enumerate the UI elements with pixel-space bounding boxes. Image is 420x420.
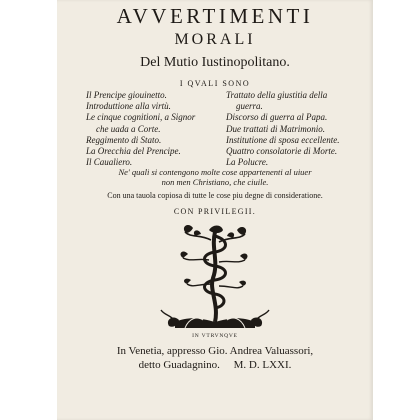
book-title: AVVERTIMENTI [116, 4, 314, 28]
contents-item: Il Caualiero. [86, 157, 133, 168]
contents-item: Quattro consolatorie di Morte. [226, 146, 338, 157]
contents-item: La Orecchia del Prencipe. [86, 146, 181, 157]
contents-item: Le cinque cognitioni, a Signor [86, 112, 196, 123]
content-note-line: Ne' quali si contengono molte cose appartenenti al uiuer [118, 167, 312, 177]
contents-column-left [86, 90, 218, 168]
contents-column-right [226, 90, 352, 168]
imprint-line: detto Guadagnino. M. D. LXXI. [138, 359, 292, 371]
contents-item: Il Prencipe giouinetto. [86, 90, 167, 100]
imprint [57, 344, 373, 372]
title-page [57, 0, 373, 420]
index-note: Con una tauola copiosa di tutte le cose piu degne di consideratione. [107, 191, 323, 200]
printer-motto: IN VTRVNQVE [192, 333, 238, 339]
contents-item: Reggimento di Stato. [86, 134, 162, 145]
printers-device-icon [155, 218, 275, 340]
privilege-line: CON PRIVILEGII. [173, 207, 257, 216]
contents-item: Introduttione alla virtù. [86, 101, 171, 112]
book-subtitle: MORALI [174, 31, 256, 48]
contents-item: che uada a Corte. [96, 123, 161, 134]
contents-label: I QVALI SONO [179, 79, 251, 88]
content-note [57, 167, 373, 187]
contents-item: La Polucre. [226, 157, 269, 168]
imprint-line: In Venetia, appresso Gio. Andrea Valuassori, [116, 345, 314, 357]
contents-item: Institutione di sposa eccellente. [226, 134, 340, 145]
contents-item: guerra. [236, 101, 263, 112]
contents-item: Due trattati di Matrimonio. [226, 123, 325, 134]
author-line: Del Mutio Iustinopolitano. [140, 55, 290, 70]
content-note-line: non men Christiano, che ciuile. [161, 177, 269, 187]
contents-item: Trattato della giustitia della [226, 90, 328, 100]
contents-item: Discorso di guerra al Papa. [226, 112, 328, 123]
